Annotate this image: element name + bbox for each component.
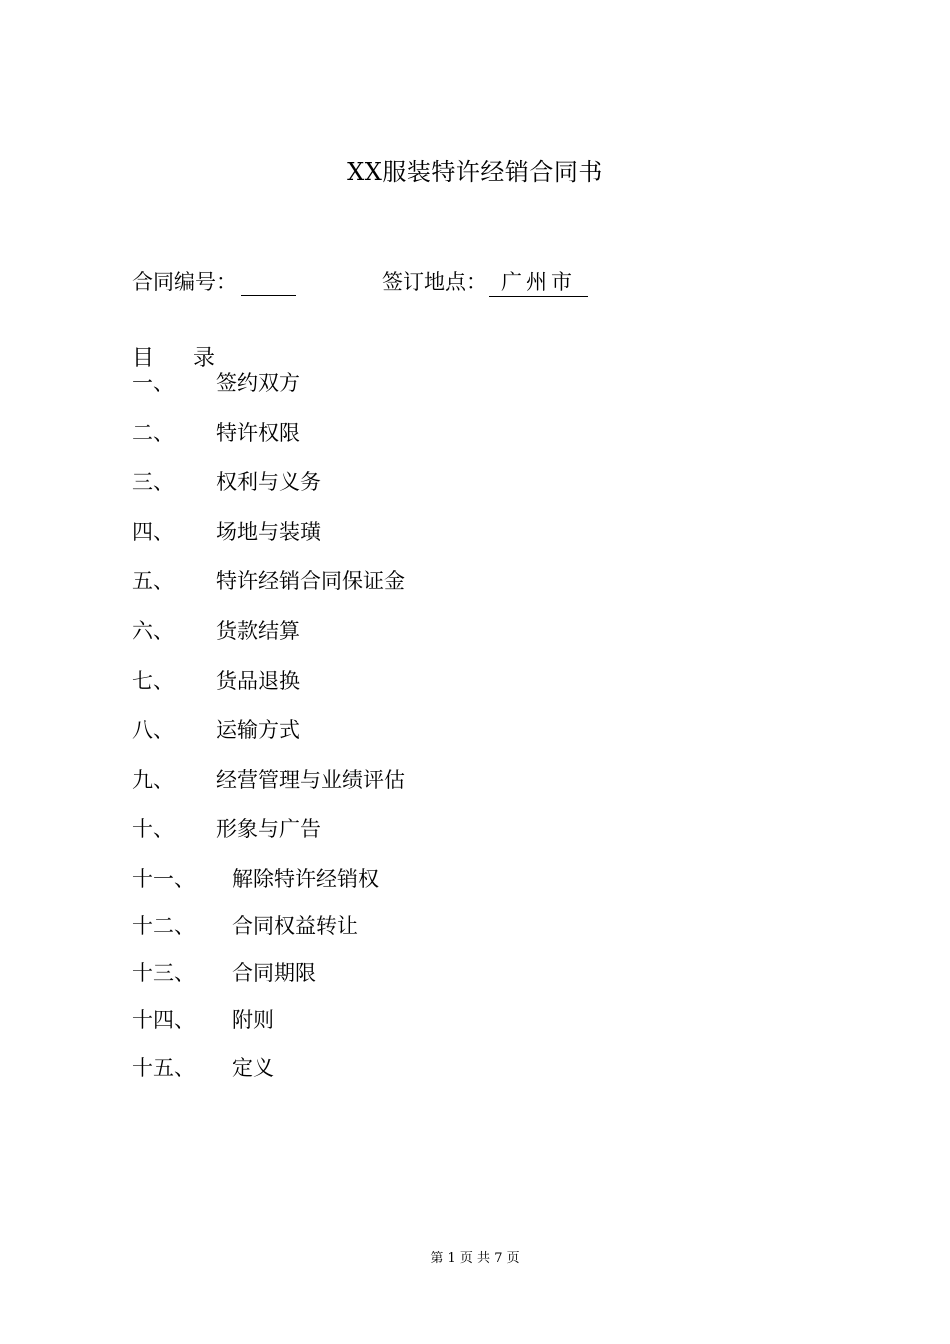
- toc-item: [132, 957, 316, 985]
- toc-item: [132, 910, 358, 938]
- toc-item: [132, 417, 300, 445]
- toc-item-text: 定义: [232, 1056, 274, 1080]
- toc-item-number: 十、: [132, 817, 174, 841]
- toc-item: [132, 516, 321, 544]
- signing-place-value: 广州市: [489, 266, 588, 297]
- toc-item: [132, 1052, 274, 1080]
- signing-place: [382, 266, 588, 297]
- toc-item-number: 七、: [132, 669, 174, 693]
- toc-item-number: 五、: [132, 569, 174, 593]
- toc-item-number: 十四、: [132, 1008, 195, 1032]
- toc-item-text: 场地与装璜: [216, 520, 321, 544]
- toc-item-number: 二、: [132, 421, 174, 445]
- page-title: XX服装特许经销合同书: [347, 158, 603, 186]
- contract-meta: [132, 266, 576, 296]
- contract-number-label: 合同编号：: [132, 270, 237, 294]
- toc-heading: 目 录: [132, 346, 231, 371]
- toc-item: [132, 665, 300, 693]
- toc-item-text: 特许权限: [216, 421, 300, 445]
- toc-item-text: 签约双方: [216, 371, 300, 395]
- toc-item-text: 权利与义务: [216, 470, 321, 494]
- toc-item-text: 货品退换: [216, 669, 300, 693]
- toc-item: [132, 1004, 274, 1032]
- page-footer: 第 1 页 共 7 页: [430, 1251, 520, 1266]
- toc-item-number: 十五、: [132, 1056, 195, 1080]
- toc-item-number: 八、: [132, 718, 174, 742]
- toc-item-text: 合同权益转让: [232, 914, 358, 938]
- toc-item: [132, 863, 379, 891]
- toc-item: [132, 615, 300, 643]
- toc-item: [132, 764, 405, 792]
- toc-item: [132, 367, 300, 395]
- signing-place-label: 签订地点：: [382, 270, 487, 294]
- toc-item-text: 运输方式: [216, 718, 300, 742]
- toc-item: [132, 565, 405, 593]
- toc-item-number: 十三、: [132, 961, 195, 985]
- toc-item-number: 九、: [132, 768, 174, 792]
- toc-item-text: 经营管理与业绩评估: [216, 768, 405, 792]
- toc-item: [132, 714, 300, 742]
- toc-item-number: 四、: [132, 520, 174, 544]
- toc-item-text: 特许经销合同保证金: [216, 569, 405, 593]
- toc-item-number: 六、: [132, 619, 174, 643]
- toc-item-number: 一、: [132, 371, 174, 395]
- toc-item-text: 解除特许经销权: [232, 867, 379, 891]
- toc-item-text: 形象与广告: [216, 817, 321, 841]
- toc-item-number: 十二、: [132, 914, 195, 938]
- toc-item-text: 货款结算: [216, 619, 300, 643]
- toc-item-text: 附则: [232, 1008, 274, 1032]
- toc-item-number: 十一、: [132, 867, 195, 891]
- toc-item: [132, 466, 321, 494]
- toc-item: [132, 813, 321, 841]
- contract-number-blank: [241, 271, 296, 296]
- toc-item-text: 合同期限: [232, 961, 316, 985]
- toc-item-number: 三、: [132, 470, 174, 494]
